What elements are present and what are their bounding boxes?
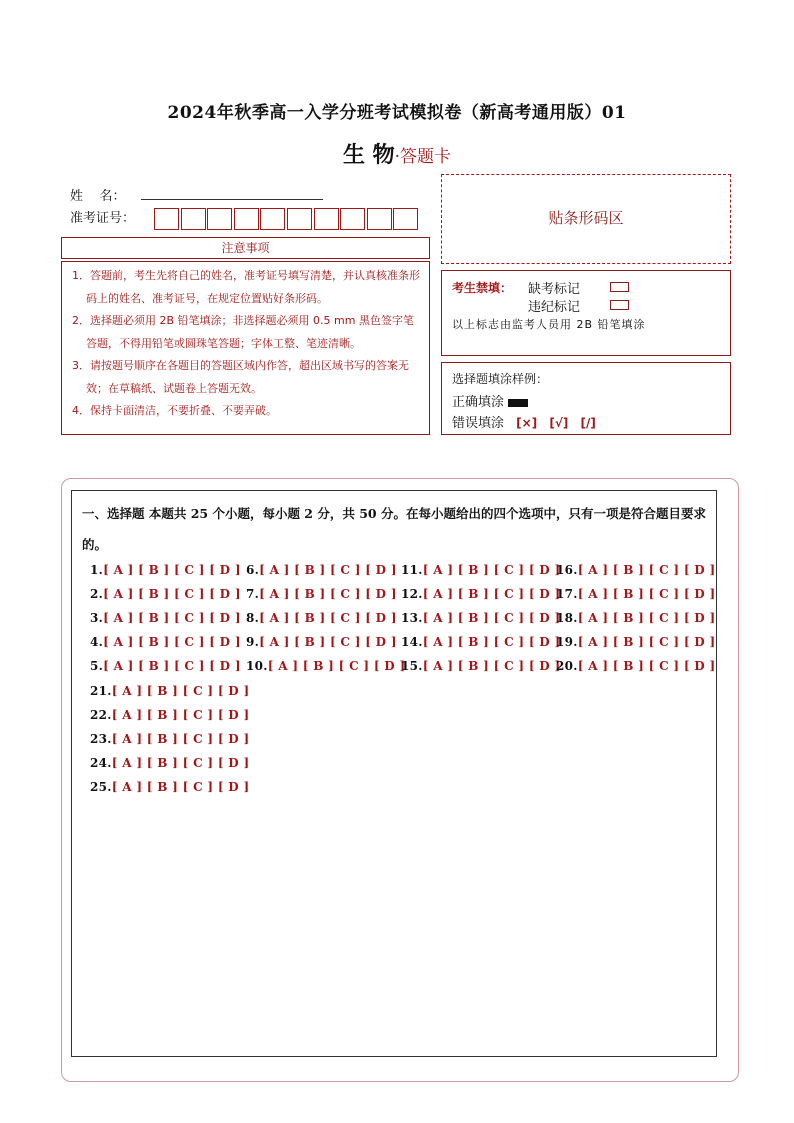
question-item[interactable]	[90, 659, 241, 673]
question-number: 9.	[246, 635, 260, 649]
question-item[interactable]	[401, 587, 560, 601]
question-number: 2.	[90, 587, 104, 601]
question-item[interactable]	[401, 563, 560, 577]
answer-options[interactable]: [ A ] [ B ] [ C ] [ D ]	[103, 563, 241, 577]
question-item[interactable]	[401, 659, 560, 673]
subject-name: 生 物	[342, 142, 395, 168]
answer-options[interactable]: [ A ] [ B ] [ C ] [ D ]	[259, 611, 397, 625]
answer-options[interactable]: [ A ] [ B ] [ C ] [ D ]	[111, 684, 250, 698]
question-item[interactable]	[401, 635, 560, 649]
notice-item: 4．保持卡面清洁，不要折叠、不要弄破。	[72, 404, 277, 417]
proctor-label: 考生禁填：	[452, 281, 513, 295]
violation-label: 违纪标记	[528, 300, 581, 315]
question-item[interactable]	[246, 635, 397, 649]
answer-options[interactable]: [ A ] [ B ] [ C ] [ D ]	[577, 611, 716, 625]
id-digit-box[interactable]	[260, 208, 285, 230]
question-number: 5.	[90, 659, 104, 673]
wrong-mark-check: [√]	[549, 416, 569, 430]
answer-options[interactable]: [ A ] [ B ] [ C ] [ D ]	[111, 756, 250, 770]
answer-options[interactable]: [ A ] [ B ] [ C ] [ D ]	[577, 563, 716, 577]
question-number: 17.	[556, 587, 578, 601]
correct-fill-row	[452, 391, 528, 410]
id-digit-box[interactable]	[367, 208, 392, 230]
question-number: 8.	[246, 611, 260, 625]
answer-options[interactable]: [ A ] [ B ] [ C ] [ D ]	[422, 587, 561, 601]
correct-fill-label: 正确填涂	[452, 395, 505, 410]
question-number: 14.	[401, 635, 423, 649]
question-item[interactable]	[90, 756, 249, 770]
fill-sample-box	[441, 362, 731, 435]
name-label: 姓 名：	[70, 189, 126, 204]
name-field[interactable]	[141, 199, 323, 200]
question-item[interactable]	[90, 563, 241, 577]
absent-mark-box[interactable]	[610, 282, 629, 292]
question-item[interactable]	[556, 611, 715, 625]
question-number: 10.	[246, 659, 268, 673]
question-number: 23.	[90, 732, 112, 746]
question-number: 12.	[401, 587, 423, 601]
id-digit-box[interactable]	[154, 208, 179, 230]
answer-options[interactable]: [ A ] [ B ] [ C ] [ D ]	[111, 732, 250, 746]
question-number: 24.	[90, 756, 112, 770]
correct-fill-mark	[508, 399, 528, 407]
question-item[interactable]	[401, 611, 560, 625]
question-number: 22.	[90, 708, 112, 722]
answer-options[interactable]: [ A ] [ B ] [ C ] [ D ]	[259, 563, 397, 577]
question-item[interactable]	[556, 635, 715, 649]
question-item[interactable]	[246, 659, 405, 673]
question-item[interactable]	[90, 635, 241, 649]
sample-title: 选择题填涂样例：	[452, 372, 549, 386]
question-item[interactable]	[556, 587, 715, 601]
id-digit-box[interactable]	[207, 208, 232, 230]
answer-options[interactable]: [ A ] [ B ] [ C ] [ D ]	[111, 708, 250, 722]
notice-item: 1．答题前，考生先将自己的姓名，准考证号填写清楚，并认真核准条形码上的姓名、准考证号，在规定位置贴好条形码。	[72, 269, 420, 305]
barcode-area: 贴条形码区	[441, 174, 731, 264]
question-item[interactable]	[556, 659, 715, 673]
id-label: 准考证号：	[70, 211, 136, 226]
wrong-fill-label: 错误填涂	[452, 416, 505, 431]
answer-options[interactable]: [ A ] [ B ] [ C ] [ D ]	[422, 563, 561, 577]
question-number: 20.	[556, 659, 578, 673]
answer-options[interactable]: [ A ] [ B ] [ C ] [ D ]	[103, 587, 241, 601]
id-digit-box[interactable]	[340, 208, 365, 230]
subject-suffix: ·答题卡	[394, 147, 452, 167]
question-item[interactable]	[90, 587, 241, 601]
proctor-box	[441, 270, 731, 356]
question-item[interactable]	[90, 780, 249, 794]
question-number: 15.	[401, 659, 423, 673]
answer-options[interactable]: [ A ] [ B ] [ C ] [ D ]	[103, 611, 241, 625]
section-instructions: 一、选择题 本题共 25 个小题，每小题 2 分，共 50 分。在每小题给出的四个选项中，只有一项是符合题目要求的。	[82, 506, 706, 552]
answer-options[interactable]: [ A ] [ B ] [ C ] [ D ]	[577, 635, 716, 649]
id-digit-box[interactable]	[234, 208, 259, 230]
answer-options[interactable]: [ A ] [ B ] [ C ] [ D ]	[577, 659, 716, 673]
question-number: 7.	[246, 587, 260, 601]
id-digit-box[interactable]	[287, 208, 312, 230]
wrong-mark-slash: [/]	[580, 416, 596, 430]
answer-options[interactable]: [ A ] [ B ] [ C ] [ D ]	[259, 587, 397, 601]
answer-options[interactable]: [ A ] [ B ] [ C ] [ D ]	[259, 635, 397, 649]
question-number: 16.	[556, 563, 578, 577]
notice-heading: 注意事项	[61, 237, 430, 259]
id-digit-box[interactable]	[181, 208, 206, 230]
violation-mark-box[interactable]	[610, 300, 629, 310]
question-number: 1.	[90, 563, 104, 577]
question-number: 4.	[90, 635, 104, 649]
answer-options[interactable]: [ A ] [ B ] [ C ] [ D ]	[577, 587, 716, 601]
page-title: 2024年秋季高一入学分班考试模拟卷（新高考通用版）01	[167, 103, 627, 123]
question-number: 25.	[90, 780, 112, 794]
question-number: 19.	[556, 635, 578, 649]
question-item[interactable]	[90, 684, 249, 698]
notice-item: 2．选择题必须用 2B 铅笔填涂；非选择题必须用 0.5 mm 黑色签字笔答题，不得用铅笔或圆珠笔答题；字体工整、笔迹清晰。	[72, 314, 414, 350]
answer-options[interactable]: [ A ] [ B ] [ C ] [ D ]	[422, 635, 561, 649]
answer-options[interactable]: [ A ] [ B ] [ C ] [ D ]	[111, 780, 250, 794]
question-item[interactable]	[556, 563, 715, 577]
question-number: 3.	[90, 611, 104, 625]
answer-options[interactable]: [ A ] [ B ] [ C ] [ D ]	[267, 659, 406, 673]
question-number: 18.	[556, 611, 578, 625]
id-digit-box[interactable]	[314, 208, 339, 230]
question-number: 11.	[401, 563, 423, 577]
question-item[interactable]	[246, 611, 397, 625]
question-item[interactable]	[90, 611, 241, 625]
id-digit-box[interactable]	[393, 208, 418, 230]
question-number: 6.	[246, 563, 260, 577]
question-item[interactable]	[90, 732, 249, 746]
subject-title	[0, 138, 794, 169]
question-item[interactable]	[246, 587, 397, 601]
wrong-fill-row	[452, 412, 596, 431]
notice-box	[61, 261, 430, 435]
question-item[interactable]	[90, 708, 249, 722]
proctor-note: 以上标志由监考人员用 2B 铅笔填涂	[452, 318, 646, 331]
answer-options[interactable]: [ A ] [ B ] [ C ] [ D ]	[103, 635, 241, 649]
answer-options[interactable]: [ A ] [ B ] [ C ] [ D ]	[422, 659, 561, 673]
question-number: 21.	[90, 684, 112, 698]
notice-item: 3．请按题号顺序在各题目的答题区域内作答，超出区域书写的答案无效；在草稿纸、试题卷上答题无效。	[72, 359, 409, 395]
wrong-mark-cross: [×]	[516, 416, 538, 430]
answer-options[interactable]: [ A ] [ B ] [ C ] [ D ]	[103, 659, 241, 673]
question-number: 13.	[401, 611, 423, 625]
question-item[interactable]	[246, 563, 397, 577]
absent-label: 缺考标记	[528, 282, 581, 297]
answer-options[interactable]: [ A ] [ B ] [ C ] [ D ]	[422, 611, 561, 625]
id-number-boxes[interactable]	[154, 208, 420, 231]
